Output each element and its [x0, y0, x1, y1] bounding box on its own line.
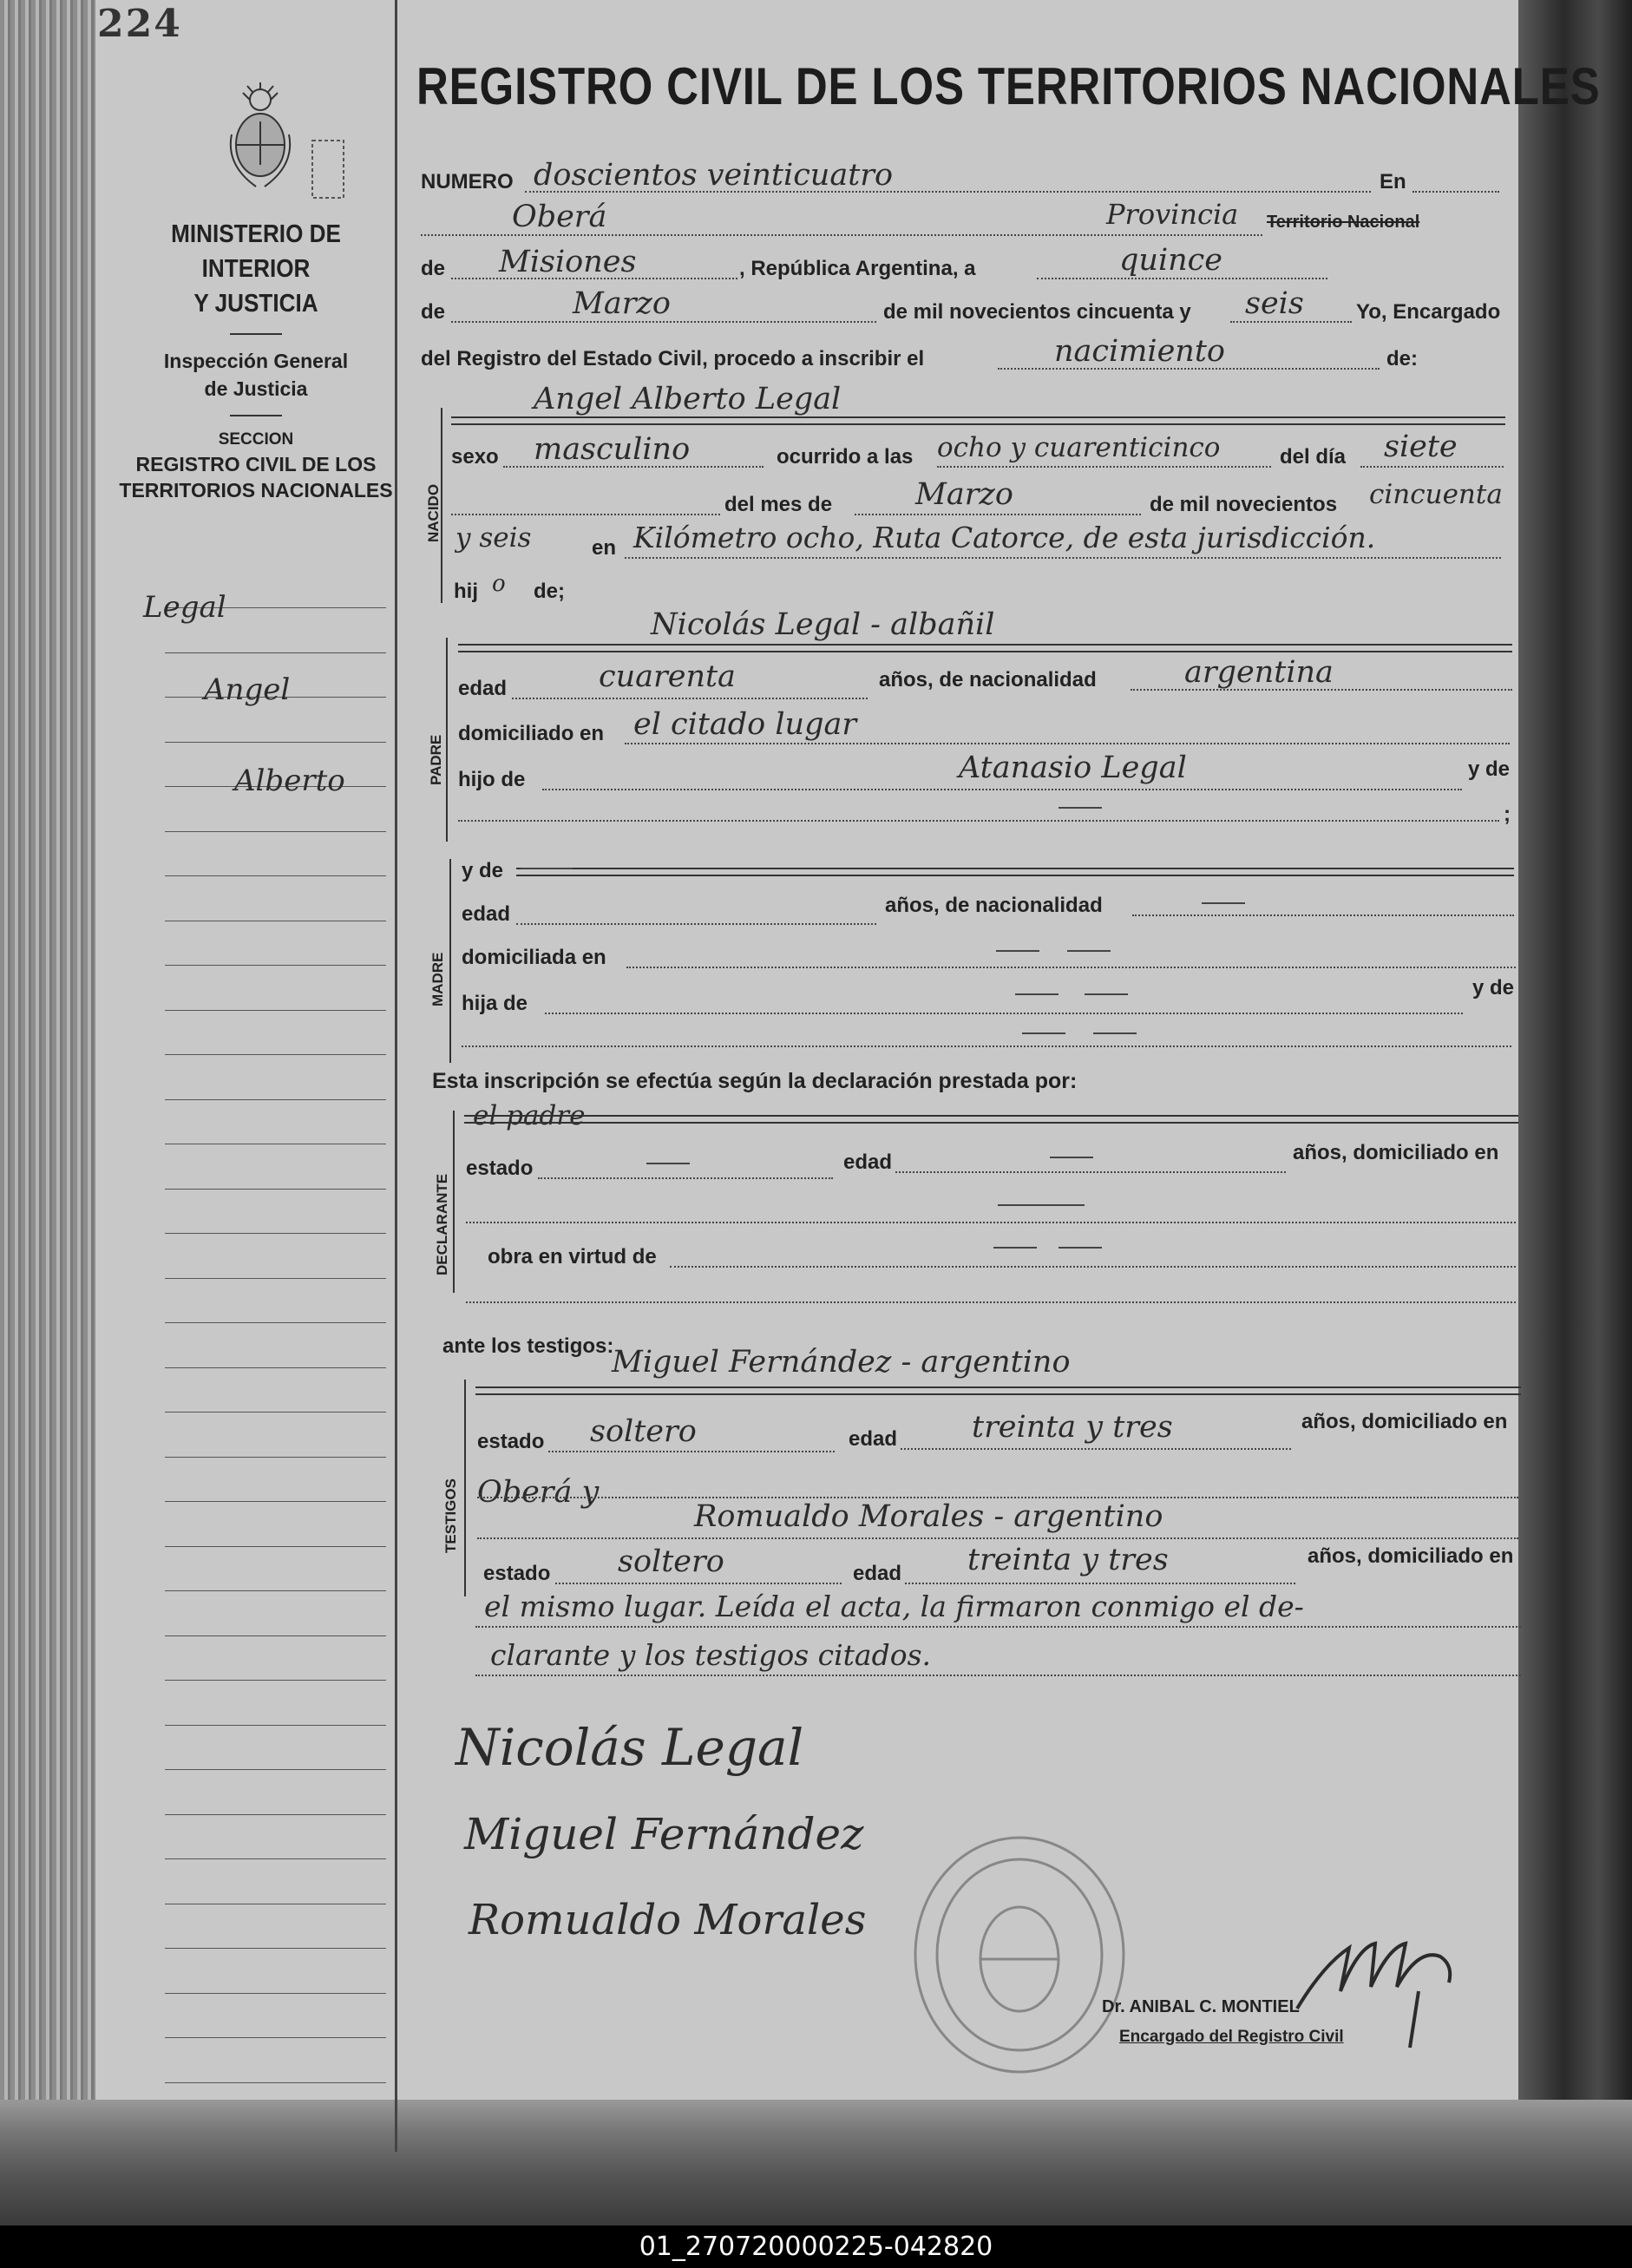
declarante-bottom-line	[466, 1301, 1516, 1303]
margin-rule	[165, 965, 386, 966]
madre-rule-top	[516, 868, 1514, 869]
testigo1-edad: treinta y tres	[972, 1410, 1173, 1445]
dia-line	[1037, 278, 1327, 279]
margin-rule	[165, 875, 386, 876]
declarante-edad-label: edad	[843, 1150, 893, 1174]
margin-rule	[165, 1948, 386, 1949]
ministry-line-5: SECCION	[218, 430, 294, 449]
testigo1-estado-label: estado	[477, 1430, 545, 1453]
en-line	[1412, 191, 1499, 193]
ministry-line-3: Inspección General	[163, 350, 349, 372]
margin-rule	[165, 1590, 386, 1591]
registro-label: del Registro del Estado Civil, procedo a inscribir el	[421, 347, 925, 370]
madre-hija-label: hija de	[462, 992, 528, 1015]
hora-line	[937, 466, 1271, 468]
padre-semicolon: ;	[1504, 803, 1511, 826]
declarante-dash-2	[1041, 1204, 1085, 1206]
ministry-line-2: Y JUSTICIA	[193, 290, 318, 318]
padre-edad-line	[512, 698, 868, 699]
margin-rule	[165, 2037, 386, 2038]
testigo1-domicilio-line	[477, 1497, 1518, 1498]
margin-rule	[165, 1858, 386, 1859]
lugar-value: Oberá	[512, 200, 607, 234]
margin-rule	[165, 1412, 386, 1413]
testigo2-edad-line	[905, 1583, 1295, 1584]
madre-hija-line	[545, 1013, 1463, 1014]
firma-nicolas-legal: Nicolás Legal	[456, 1718, 804, 1777]
madre-anos-label: años, de nacionalidad	[885, 894, 1103, 917]
ministry-line-7: TERRITORIOS NACIONALES	[119, 479, 393, 501]
testigos-rule-top-2	[475, 1393, 1521, 1395]
testigos-bracket	[464, 1380, 466, 1596]
republica-label: , República Argentina, a	[739, 257, 976, 280]
mes-pre-line	[451, 514, 720, 515]
nacido-section-label: NACIDO	[425, 483, 442, 542]
cierre-line-2	[475, 1675, 1521, 1676]
dia-value: quince	[1119, 243, 1222, 278]
book-gutter	[1518, 0, 1632, 2169]
ministry-line-1: MINISTERIO DE INTERIOR	[171, 220, 341, 283]
dia-label: del día	[1280, 445, 1347, 469]
sexo-value: masculino	[534, 432, 691, 467]
declarante-intro: Esta inscripción se efectúa según la declaración prestada por:	[432, 1069, 1078, 1093]
testigo2-edad: treinta y tres	[967, 1543, 1169, 1577]
padre-section-label: PADRE	[428, 734, 444, 785]
testigos-rule-top	[475, 1386, 1521, 1388]
territorio-label: Territorio Nacional	[1267, 213, 1420, 232]
nacido-nombre: Angel Alberto Legal	[534, 382, 842, 416]
margin-rule	[165, 1054, 386, 1055]
testigo1-estado: soltero	[590, 1414, 697, 1449]
padre-bracket	[446, 638, 448, 842]
padre-nacionalidad-value: argentina	[1184, 655, 1334, 690]
margin-rule	[165, 1278, 386, 1279]
nacido-rule-top-2	[451, 423, 1505, 425]
margin-rule	[165, 1367, 386, 1368]
madre-hija-dash-1	[1015, 993, 1059, 995]
testigo1-edad-line	[901, 1448, 1291, 1450]
ministry-rule-2	[230, 415, 282, 416]
declarante-extra-line	[466, 1222, 1516, 1223]
madre-rule-top-2	[516, 875, 1514, 876]
provincia-value: Provincia	[1106, 198, 1239, 231]
hij-value: o	[492, 571, 506, 597]
madre-domicilio-line	[626, 967, 1516, 968]
mes-value: Marzo	[573, 286, 671, 321]
declarante-obra-dash-2	[1059, 1247, 1102, 1249]
testigo2-anos-label: años, domiciliado en	[1308, 1544, 1514, 1568]
nacido-mes-value: Marzo	[915, 477, 1013, 512]
declarante-section-label: DECLARANTE	[434, 1173, 450, 1275]
mil-label: de mil novecientos cincuenta y	[883, 300, 1191, 324]
madre-domicilio-label: domiciliada en	[462, 946, 606, 969]
nacido-dia-value: siete	[1384, 429, 1458, 464]
sexo-label: sexo	[451, 445, 499, 469]
madre-section-label: MADRE	[429, 952, 446, 1006]
declarante-rule-top-2	[464, 1122, 1518, 1124]
margin-rule	[165, 1725, 386, 1726]
ministry-line-6: REGISTRO CIVIL DE LOS	[135, 453, 377, 475]
de3-label: de:	[1386, 347, 1418, 370]
declarante-edad-dash	[1050, 1157, 1093, 1158]
en-label: En	[1380, 170, 1406, 193]
testigo2-edad-label: edad	[853, 1562, 902, 1585]
madre-edad-line	[516, 923, 876, 925]
hora-value: ocho y cuarenticinco	[937, 432, 1221, 463]
madre-extra-line	[462, 1046, 1511, 1047]
firma-miguel-fernandez: Miguel Fernández	[464, 1809, 864, 1859]
testigo2-estado-label: estado	[483, 1562, 551, 1585]
nacido-en-label: en	[592, 536, 617, 560]
declarante-edad-line	[895, 1171, 1286, 1173]
hij-de-label: de;	[534, 580, 565, 603]
margin-rule	[165, 1546, 386, 1547]
margin-stamp-icon	[311, 139, 345, 200]
declarante-obra-line	[670, 1266, 1516, 1268]
firma-romualdo-morales: Romualdo Morales	[469, 1896, 867, 1944]
numero-label: NUMERO	[421, 170, 514, 193]
testigo2-nombre-line	[477, 1537, 1518, 1539]
margin-rule	[165, 742, 386, 743]
bottom-edge	[0, 2100, 1632, 2225]
cierre-line-1	[475, 1626, 1521, 1628]
nacido-lugar-value: Kilómetro ocho, Ruta Catorce, de esta jurisdicción.	[633, 521, 1376, 554]
declarante-dash-1	[998, 1204, 1041, 1206]
padre-hijo-value: Atanasio Legal	[959, 751, 1187, 785]
nacido-lugar-line	[625, 557, 1501, 559]
padre-domicilio-line	[625, 743, 1510, 744]
official-role: Encargado del Registro Civil	[1119, 2028, 1344, 2046]
margin-rule	[165, 1635, 386, 1636]
madre-nac-line	[1132, 914, 1514, 916]
declarante-bracket	[453, 1111, 455, 1293]
madre-extra-dash-1	[1022, 1032, 1065, 1034]
padre-rule-top-2	[458, 651, 1512, 652]
margin-note-surname: Legal	[143, 590, 226, 625]
hij-label: hij	[454, 580, 478, 603]
declarante-estado-label: estado	[466, 1157, 534, 1180]
margin-rule	[165, 1010, 386, 1011]
padre-hijo-line	[542, 789, 1462, 790]
padre-yde-label: y de	[1468, 757, 1511, 781]
declarante-anos-label: años, domiciliado en	[1293, 1141, 1499, 1164]
nacido-dia-line	[1360, 466, 1504, 468]
margin-rule	[165, 1457, 386, 1458]
margin-rule	[165, 1769, 386, 1770]
margin-note-first-name: Angel	[204, 672, 291, 707]
madre-dom-dash-2	[1067, 950, 1111, 952]
nacido-anio-value-2: y seis	[456, 522, 532, 554]
madre-edad-label: edad	[462, 902, 511, 926]
testigo1-estado-line	[548, 1451, 835, 1452]
de2-label: de	[421, 300, 446, 324]
ministry-header	[113, 217, 399, 503]
mes-line	[451, 321, 876, 323]
ministry-rule	[230, 333, 282, 335]
margin-rule	[165, 831, 386, 832]
anio-line	[1230, 321, 1352, 323]
cierre-linea-2: clarante y los testigos citados.	[490, 1638, 932, 1672]
margin-rule	[165, 1233, 386, 1234]
margin-rule	[165, 2082, 386, 2083]
cierre-linea-1: el mismo lugar. Leída el acta, la firmaron conmigo el de-	[484, 1590, 1304, 1623]
margin-note-middle-name: Alberto	[234, 764, 345, 798]
padre-anos-label: años, de nacionalidad	[879, 668, 1097, 692]
padre-domicilio-label: domiciliado en	[458, 722, 605, 745]
testigo1-domicilio: Oberá y	[477, 1475, 600, 1510]
official-name: Dr. ANIBAL C. MONTIEL	[1102, 1997, 1300, 2016]
numero-value: doscientos veinticuatro	[534, 158, 894, 193]
mes-label: del mes de	[724, 493, 833, 516]
declarante-estado-line	[538, 1177, 833, 1179]
testigo1-nombre: Miguel Fernández - argentino	[612, 1345, 1071, 1380]
margin-rule	[165, 1680, 386, 1681]
margin-rule	[165, 652, 386, 653]
padre-hijo-label: hijo de	[458, 768, 526, 791]
madre-nac-dash	[1202, 902, 1245, 904]
yo-label: Yo, Encargado	[1356, 300, 1501, 324]
nacido-rule-top	[451, 416, 1505, 418]
de-label: de	[421, 257, 446, 280]
margin-rule	[165, 1189, 386, 1190]
lugar-line	[421, 234, 1262, 236]
madre-bracket	[449, 859, 451, 1063]
padre-rule-top	[458, 644, 1512, 646]
margin-rule	[165, 1322, 386, 1323]
padre-edad-value: cuarenta	[599, 659, 736, 694]
padre-dash	[1059, 807, 1102, 809]
declarante-estado-dash	[646, 1163, 690, 1164]
margin-rule	[165, 1993, 386, 1994]
margin-rule	[165, 1099, 386, 1100]
acto-value: nacimiento	[1054, 334, 1225, 369]
padre-extra-line	[458, 820, 1499, 822]
declarante-obra-label: obra en virtud de	[488, 1245, 657, 1268]
margin-rule	[165, 1814, 386, 1815]
declarante-obra-dash-1	[993, 1247, 1037, 1249]
nacido-mes-line	[855, 514, 1141, 515]
nacido-mil-label: de mil novecientos	[1150, 493, 1338, 516]
provincia-nombre: Misiones	[499, 245, 637, 279]
madre-dom-dash-1	[996, 950, 1039, 952]
testigo1-anos-label: años, domiciliado en	[1301, 1410, 1508, 1433]
padre-domicilio-value: el citado lugar	[633, 707, 857, 742]
testigos-section-label: TESTIGOS	[442, 1478, 459, 1553]
margin-rule	[165, 1501, 386, 1502]
anio-value: seis	[1245, 286, 1304, 321]
padre-edad-label: edad	[458, 677, 508, 700]
madre-extra-dash-2	[1093, 1032, 1137, 1034]
testigo1-edad-label: edad	[849, 1427, 898, 1451]
declarante-nombre: el padre	[473, 1100, 586, 1131]
testigo2-nombre: Romualdo Morales - argentino	[694, 1499, 1163, 1534]
image-caption: 01_270720000225-042820	[0, 2225, 1632, 2268]
testigo2-estado-line	[555, 1583, 842, 1584]
form-title: REGISTRO CIVIL DE LOS TERRITORIOS NACIONALES	[416, 57, 1601, 115]
madre-yde-dash	[521, 868, 573, 869]
nacido-anio-value: cincuenta	[1369, 479, 1503, 510]
registry-seal-icon	[907, 1829, 1132, 2081]
page-number: 224	[97, 2, 182, 46]
testigo2-estado: soltero	[618, 1544, 724, 1579]
madre-yde-label: y de	[462, 859, 504, 882]
testigos-intro: ante los testigos:	[442, 1334, 614, 1358]
ministry-line-4: de Justicia	[204, 377, 308, 400]
coat-of-arms-icon	[221, 82, 299, 195]
ocurrido-label: ocurrido a las	[777, 445, 914, 469]
declarante-rule-top	[464, 1115, 1518, 1117]
padre-nombre: Nicolás Legal - albañil	[651, 607, 995, 642]
madre-yde2-label: y de	[1472, 976, 1515, 1000]
madre-hija-dash-2	[1085, 993, 1128, 995]
